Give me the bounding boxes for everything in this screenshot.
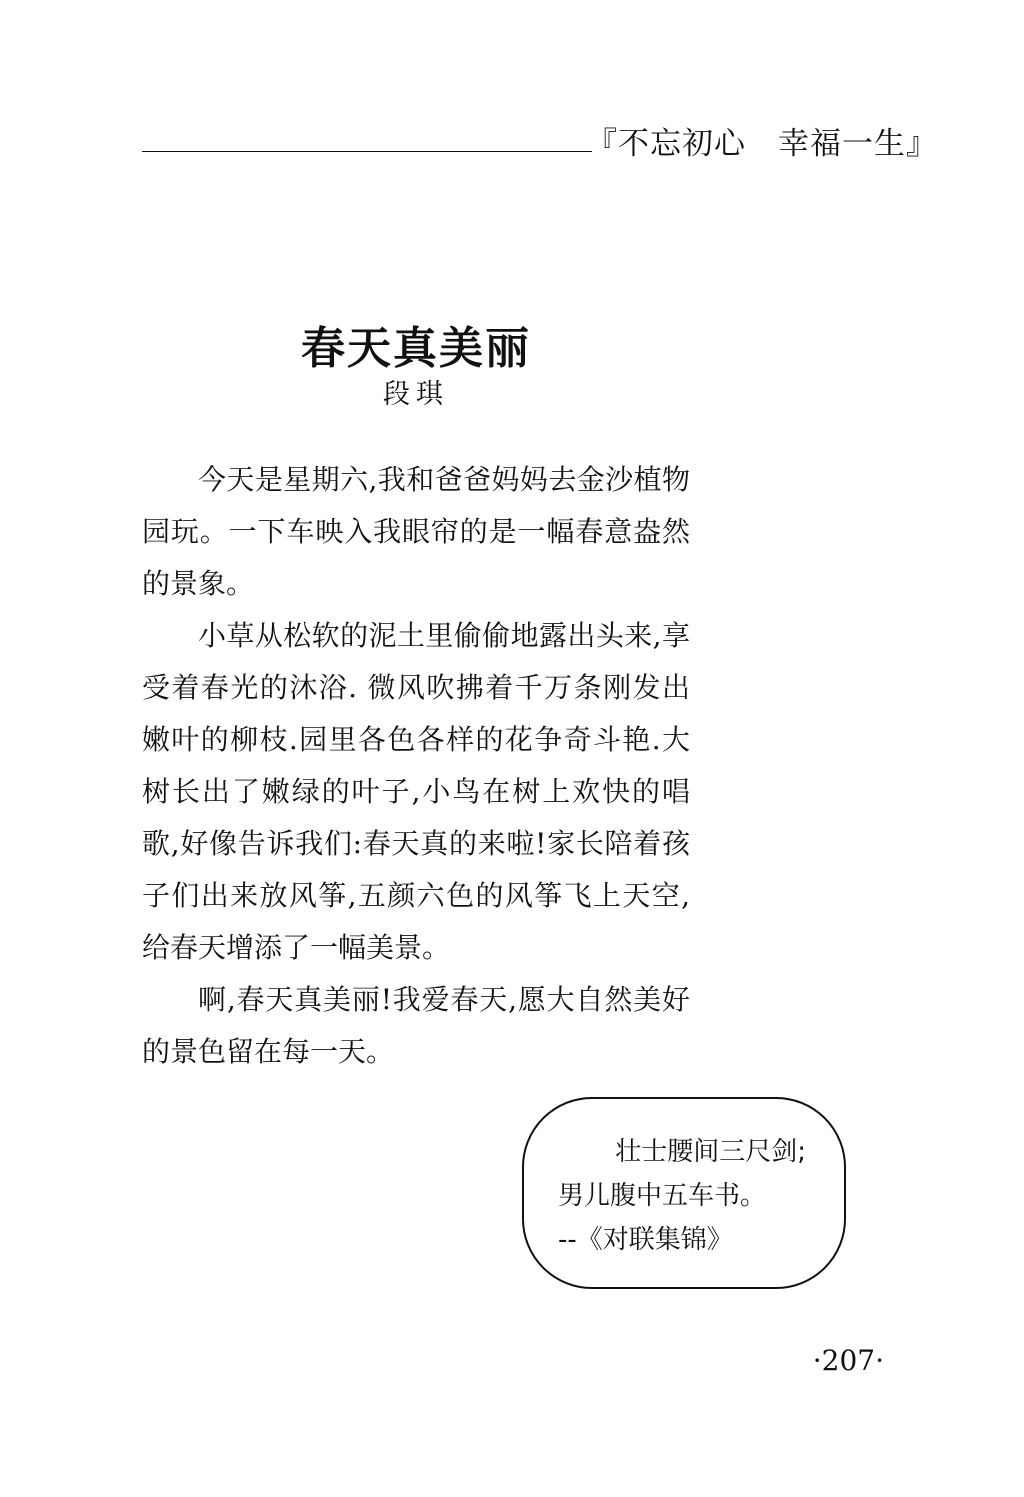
- quote-line: 壮士腰间三尺剑;男儿腹中五车书。: [558, 1137, 806, 1211]
- article-author: 段琪: [383, 379, 449, 410]
- paragraph: 小草从松软的泥土里偷偷地露出头来,享受着春光的沐浴. 微风吹拂着千万条刚发出嫩叶的柳枝.园里各色各样的花争奇斗艳.大树长出了嫩绿的叶子,小鸟在树上欢快的唱歌,好像告诉我们:春天真的来啦!家长陪着孩子们出来放风筝,五颜六色的风筝飞上天空,给春天增添了一幅美景。: [142, 619, 690, 964]
- page-number: ·207·: [812, 1344, 884, 1377]
- running-header: 『不忘初心 幸福一生』: [586, 126, 938, 162]
- paragraph: 啊,春天真美丽!我爱春天,愿大自然美好的景色留在每一天。: [142, 983, 690, 1068]
- paragraph: 今天是星期六,我和爸爸妈妈去金沙植物园玩。一下车映入我眼帘的是一幅春意盎然的景象。: [142, 463, 690, 600]
- article-body: [142, 454, 690, 1078]
- article-title: 春天真美丽: [301, 323, 531, 374]
- quote-source: --《对联集锦》: [558, 1225, 733, 1255]
- header-rule: [142, 151, 592, 152]
- quote-text: [558, 1130, 820, 1262]
